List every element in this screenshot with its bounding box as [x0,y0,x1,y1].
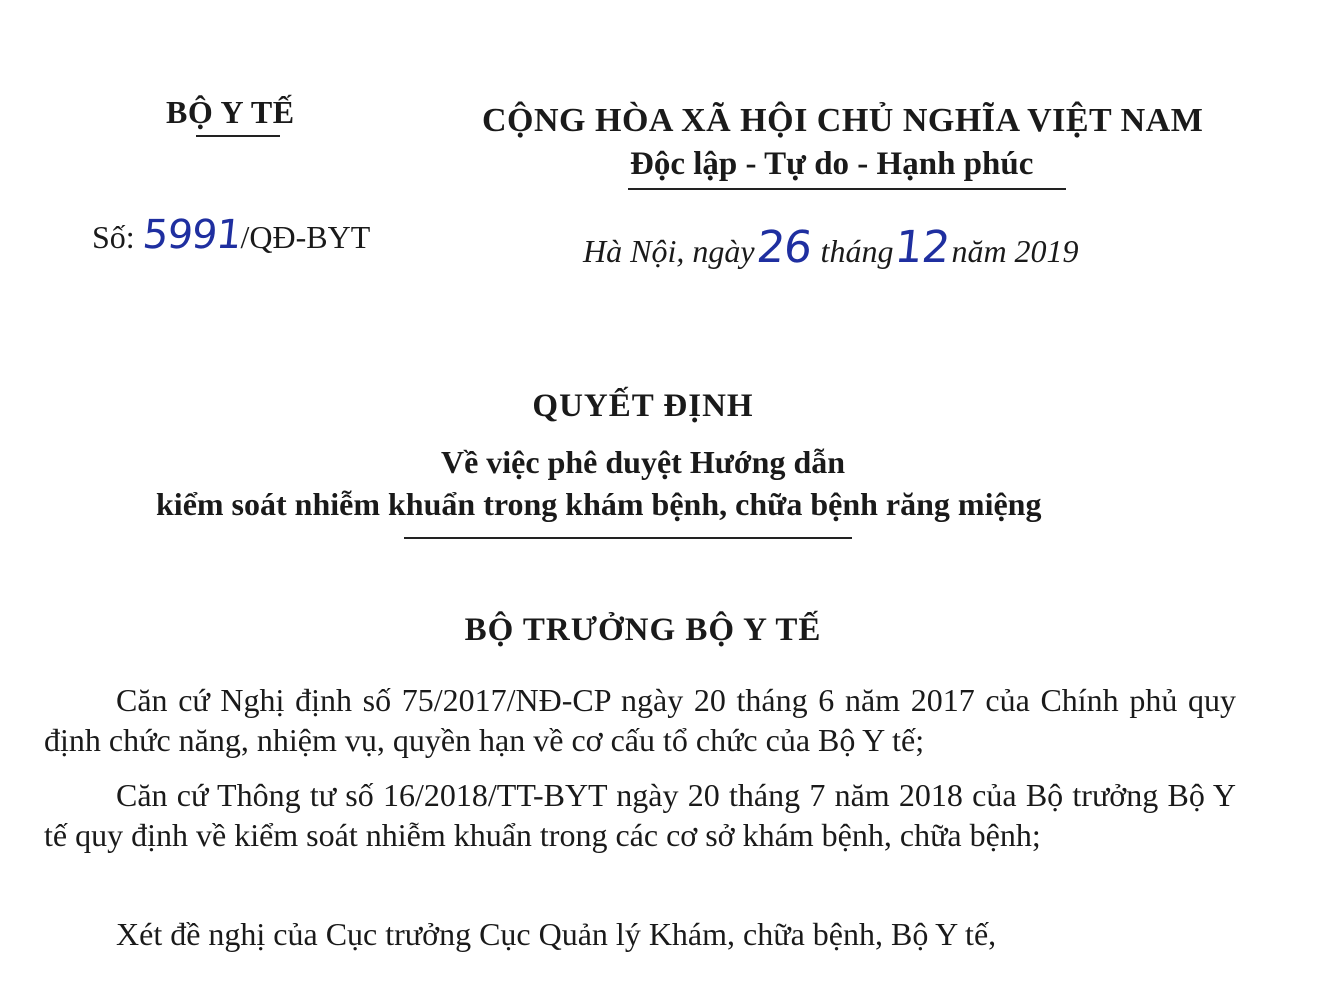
agency-name: BỘ Y TẾ [166,94,295,130]
document-number-suffix: /QĐ-BYT [240,219,371,255]
title-underline [404,537,852,539]
year-label: năm 2019 [951,233,1079,269]
place-date [583,222,1079,273]
agency-underline [196,135,280,137]
decision-subtitle-line2: kiểm soát nhiễm khuẩn trong khám bệnh, chữa bệnh răng miệng [156,486,1042,522]
issuer-heading: BỘ TRƯỞNG BỘ Y TẾ [464,612,822,648]
month-label: tháng [820,233,894,269]
legal-basis-paragraph: Căn cứ Nghị định số 75/2017/NĐ-CP ngày 20 tháng 6 năm 2017 của Chính phủ quy định chức năng, nhiệm vụ, quyền hạn về cơ cấu tổ chức của Bộ Y tế; [44,682,1236,758]
decision-title: QUYẾT ĐỊNH [532,388,754,424]
handwritten-month: 12 [892,222,953,273]
place-prefix: Hà Nội, ngày [583,233,755,269]
legal-basis-paragraph: Căn cứ Thông tư số 16/2018/TT-BYT ngày 20 tháng 7 năm 2018 của Bộ trưởng Bộ Y tế quy định về kiểm soát nhiễm khuẩn trong các cơ sở khám bệnh, chữa bệnh; [44,777,1236,853]
handwritten-day: 26 [753,222,814,273]
country-name: CỘNG HÒA XÃ HỘI CHỦ NGHĨA VIỆT NAM [482,102,1204,139]
national-motto: Độc lập - Tự do - Hạnh phúc [630,146,1034,182]
motto-underline [628,188,1066,190]
document-number-prefix: Số: [92,219,135,255]
document-number [92,212,370,258]
handwritten-document-number: 5991 [140,212,243,258]
proposal-paragraph: Xét đề nghị của Cục trưởng Cục Quản lý Khám, chữa bệnh, Bộ Y tế, [116,916,997,952]
decision-subtitle-line1: Về việc phê duyệt Hướng dẫn [440,444,846,480]
